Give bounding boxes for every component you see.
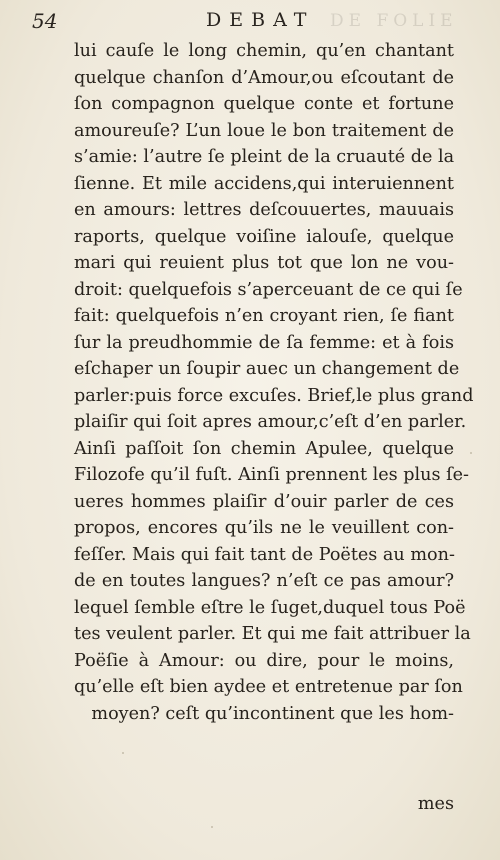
text-line: qu’elle eſt bien aydee et entretenue par ſon: [74, 677, 463, 697]
text-line: lui cauſe le long chemin, qu’en chantant: [74, 41, 454, 61]
text-line: Ainſi paſſoit ſon chemin Apulee, quelque: [74, 438, 454, 459]
paper-speck: [470, 452, 472, 454]
page-number: 54: [32, 9, 58, 33]
paper-speck: [211, 826, 213, 828]
catchword: mes: [417, 794, 454, 814]
bleed-through-text: DE FOLIE: [330, 11, 458, 31]
paper-speck: [122, 752, 124, 754]
text-line: eſchaper un ſoupir auec un changement de: [74, 359, 460, 379]
text-line: s’amie: l’autre ſe pleint de la cruauté de la: [74, 147, 455, 167]
text-line: ueres hommes plaiſir d’ouir parler de ces: [74, 491, 454, 512]
text-line: ſur la preudhommie de ſa femme: et à fois: [74, 332, 454, 353]
text-line: feſſer. Mais qui fait tant de Poëtes au mon-: [74, 544, 455, 565]
text-line: de en toutes langues? n’eſt ce pas amour?: [74, 571, 454, 591]
text-line: ſienne. Et mile accidens,qui interuiennent: [74, 173, 454, 194]
body-text: [74, 38, 474, 727]
text-line: Filozofe qu’il fuſt. Ainſi prennent les plus ſe-: [74, 465, 469, 485]
text-line: mari qui reuient plus tot que lon ne vou-: [74, 253, 454, 273]
text-line: parler:puis force excuſes. Brief,le plus grand: [74, 385, 474, 406]
page-header: [0, 5, 500, 33]
text-line: moyen? ceſt qu’incontinent que les hom-: [91, 703, 454, 724]
text-line: plaiſir qui ſoit apres amour,c’eſt d’en parler.: [74, 412, 467, 432]
text-line: Poëſie à Amour: ou dire, pour le moins,: [74, 650, 454, 671]
text-line: amoureuſe? L’un loue le bon traitement de: [74, 120, 454, 141]
running-head: DEBAT: [206, 9, 315, 31]
text-line: en amours: lettres deſcouuertes, mauuais: [74, 200, 454, 220]
text-line: lequel ſemble eſtre le ſuget,duquel tous Poë: [74, 597, 466, 618]
text-line: propos, encores qu’ils ne le veuillent con-: [74, 518, 454, 538]
text-line: ſon compagnon quelque conte et fortune: [74, 94, 454, 114]
text-line: fait: quelquefois n’en croyant rien, ſe fiant: [74, 306, 454, 326]
text-line: quelque chanſon d’Amour,ou eſcoutant de: [74, 67, 454, 88]
text-line: tes veulent parler. Et qui me fait attribuer la: [74, 624, 471, 644]
text-line: droit: quelquefois s’aperceuant de ce qui ſe: [74, 279, 463, 300]
text-line: raports, quelque voiſine ialouſe, quelque: [74, 226, 454, 247]
